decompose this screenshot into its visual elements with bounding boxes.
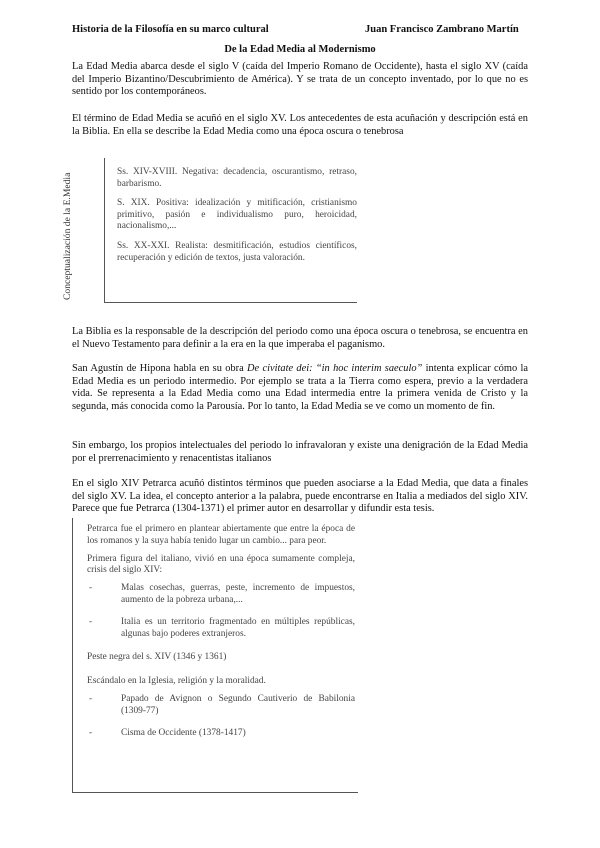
paragraph-petrarca: En el siglo XIV Petrarca acuñó distintos términos que pueden asociarse a la Edad Media, que data a finales del siglo XV. La idea, el concepto anterior a la palabra, puede encontrarse en Italia a mediados del siglo XIV. Parece que fue Petrarca (1304-1371) el primer autor en desarrollar y difundir esta tesis. xyxy=(72,478,528,515)
crisis-list xyxy=(87,583,355,640)
augustine-work-title: De civitate dei: “in hoc interim saeculo” xyxy=(247,363,423,374)
page-title: De la Edad Media al Modernismo xyxy=(224,44,376,55)
petrarca-context: Primera figura del italiano, vivió en una época sumamente compleja, crisis del siglo XIV: xyxy=(87,553,355,576)
header-right: Juan Francisco Zambrano Martín xyxy=(365,24,519,35)
paragraph-intro: La Edad Media abarca desde el siglo V (caída del Imperio Romano de Occidente), hasta el siglo XV (caída del Imperio Bizantino/Descubrimiento de América). Y se trata de un concepto inventado, por lo que no es sentido por los contemporáneos. xyxy=(72,61,528,98)
list-item-text: Italia es un territorio fragmentado en múltiples repúblicas, algunas bajo poderes extranjeros. xyxy=(121,616,355,639)
list-item-text: Papado de Avignon o Segundo Cautiverio de Babilonia (1309-77) xyxy=(121,693,355,716)
dash-bullet: - xyxy=(89,616,93,627)
plague-line: Peste negra del s. XIV (1346 y 1361) xyxy=(87,652,227,663)
paragraph-denigration: Sin embargo, los propios intelectuales del periodo lo infravaloran y existe una denigración de la Edad Media por el prerrenacimiento y renacentistas italianos xyxy=(72,440,528,464)
header-left: Historia de la Filosofía en su marco cultural xyxy=(72,24,269,35)
list-item xyxy=(87,694,355,718)
dash-bullet: - xyxy=(89,727,93,738)
church-list xyxy=(87,694,355,739)
concept-item: S. XIX. Positiva: idealización y mitificación, cristianismo primitivo, pasión e individualismo puro, heroicidad, nacionalismo,... xyxy=(117,198,357,232)
augustine-text-before: San Agustín de Hipona habla en su obra xyxy=(72,363,248,374)
concept-box xyxy=(104,158,357,303)
concept-box-label: Conceptualización de la E.Media xyxy=(62,172,73,300)
scandal-line: Escándalo en la Iglesia, religión y la moralidad. xyxy=(87,676,266,687)
paragraph-augustine xyxy=(72,363,528,413)
concept-item: Ss. XX-XXI. Realista: desmitificación, estudios científicos, recuperación y edición de textos, justa valoración. xyxy=(117,240,357,263)
paragraph-term: El término de Edad Media se acuñó en el siglo XV. Los antecedentes de esta acuñación y descripción está en la Biblia. En ella se describe la Edad Media como una época oscura o tenebrosa xyxy=(72,113,528,137)
paragraph-bible: La Biblia es la responsable de la descripción del periodo como una época oscura o tenebrosa, se encuentra en el Nuevo Testamento para definir a la era en la que imperaba el paganismo. xyxy=(72,326,528,350)
dash-bullet: - xyxy=(89,693,93,704)
list-item xyxy=(87,617,355,641)
list-item xyxy=(87,728,355,740)
augustine-text-after: intenta explicar cómo la Edad Media es un periodo intermedio. Por ejemplo se trata a la Tierra como espera, previo a la verdadera vida. Se representa a la Edad Media como una Edad intermedia entre la primera venida de Cristo y la segunda, más conocida como la Parousía. Por lo tanto, la Edad Media se ve como un momento de fin. xyxy=(72,363,528,412)
list-item-text: Malas cosechas, guerras, peste, incremento de impuestos, aumento de la pobreza urbana,... xyxy=(121,583,355,605)
petrarca-intro: Petrarca fue el primero en plantear abiertamente que entre la época de los romanos y la suya había tenido lugar un cambio... para peor. xyxy=(87,524,355,546)
dash-bullet: - xyxy=(89,583,93,594)
list-item xyxy=(87,583,355,607)
list-item-text: Cisma de Occidente (1378-1417) xyxy=(121,727,246,738)
petrarca-box xyxy=(72,518,358,793)
concept-item: Ss. XIV-XVIII. Negativa: decadencia, oscurantismo, retraso, barbarismo. xyxy=(117,167,357,189)
